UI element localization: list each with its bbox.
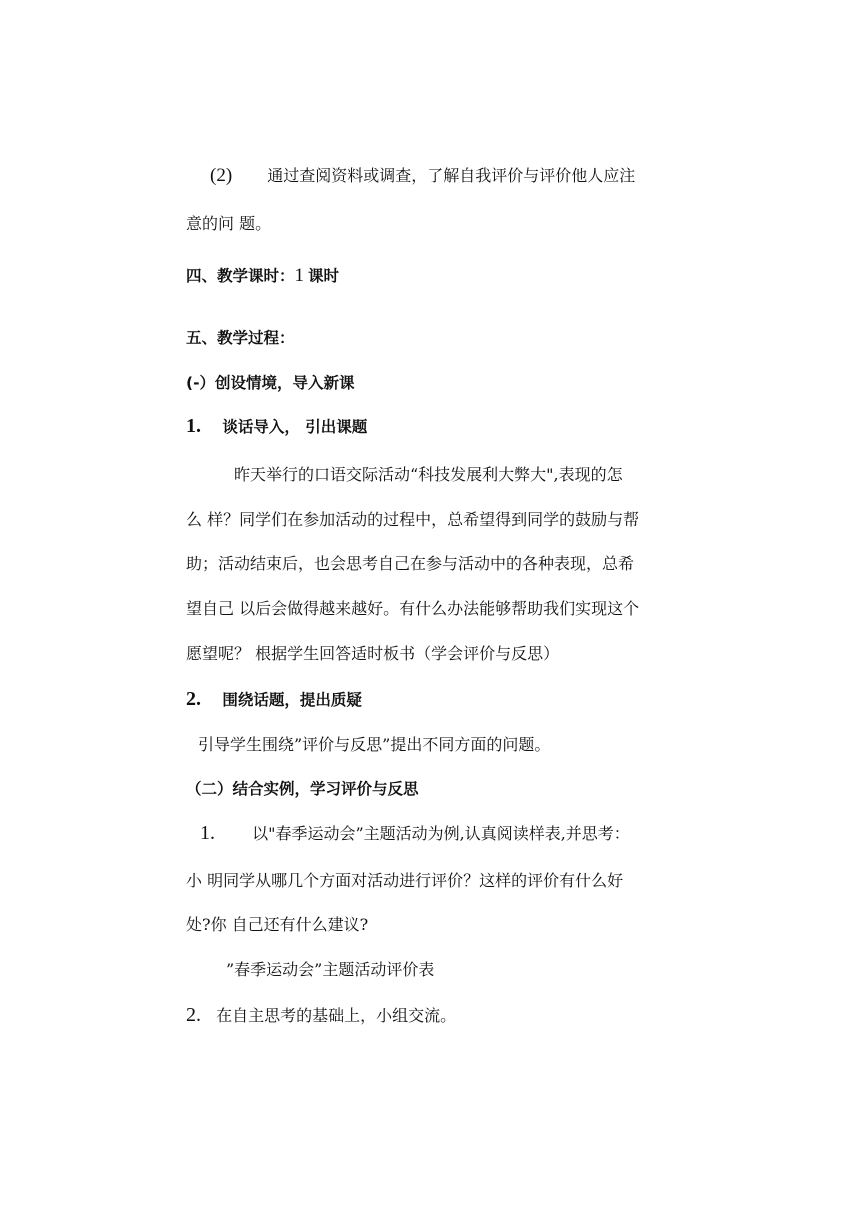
section-heading-class-hours <box>186 266 339 286</box>
paragraph-line: 小 明同学从哪几个方面对活动进行评价？这样的评价有什么好 <box>186 871 624 890</box>
objective-text: 通过查阅资料或调查，了解自我评价与评价他人应注 <box>267 166 636 185</box>
paragraph-line: 望自己 以后会做得越来越好。有什么办法能够帮助我们实现这个 <box>186 599 640 618</box>
step-title: 谈话导入， 引出课题 <box>222 418 368 436</box>
section-heading-teaching-process: 五、教学过程： <box>186 329 295 347</box>
step-title: 围绕话题，提出质疑 <box>222 691 362 709</box>
step-item-1 <box>200 823 630 844</box>
step-number: 2. <box>186 1004 201 1026</box>
heading-prefix: 四、教学课时： <box>186 267 295 285</box>
step-heading-2 <box>186 689 362 710</box>
heading-suffix: 课时 <box>308 267 340 285</box>
step-text: 在自主思考的基础上，小组交流。 <box>216 1006 457 1025</box>
table-caption: ”春季运动会”主题活动评价表 <box>226 960 435 979</box>
paragraph-line: 愿望呢？ 根据学生回答适时板书（学会评价与反思） <box>186 644 560 663</box>
step-text: 以"春季运动会”主题活动为例,认真阅读样表,并思考： <box>252 824 630 843</box>
subsection-heading-1: (-）创设情境，导入新课 <box>186 374 355 392</box>
paragraph-line: 昨天举行的口语交际活动“科技发展利大弊大",表现的怎 <box>234 465 623 484</box>
step-number: 2. <box>186 688 201 710</box>
objective-item-2-continued: 意的问 题。 <box>186 214 272 233</box>
paragraph-line: 引导学生围绕”评价与反思”提出不同方面的问题。 <box>198 735 551 754</box>
step-number: 1. <box>200 822 215 844</box>
item-number: (2) <box>210 165 233 186</box>
paragraph-line: 处?你 自己还有什么建议? <box>186 915 369 934</box>
step-heading-1 <box>186 416 367 437</box>
class-hours-number: 1 <box>294 265 305 286</box>
subsection-heading-2: （二）结合实例，学习评价与反思 <box>186 780 419 798</box>
objective-item-2 <box>210 166 635 186</box>
step-number: 1. <box>186 415 201 437</box>
paragraph-line: 么 样？同学们在参加活动的过程中，总希望得到同学的鼓励与帮 <box>186 510 640 529</box>
paragraph-line: 助；活动结束后，也会思考自己在参与活动中的各种表现，总希 <box>186 554 635 573</box>
step-item-2 <box>186 1005 456 1026</box>
